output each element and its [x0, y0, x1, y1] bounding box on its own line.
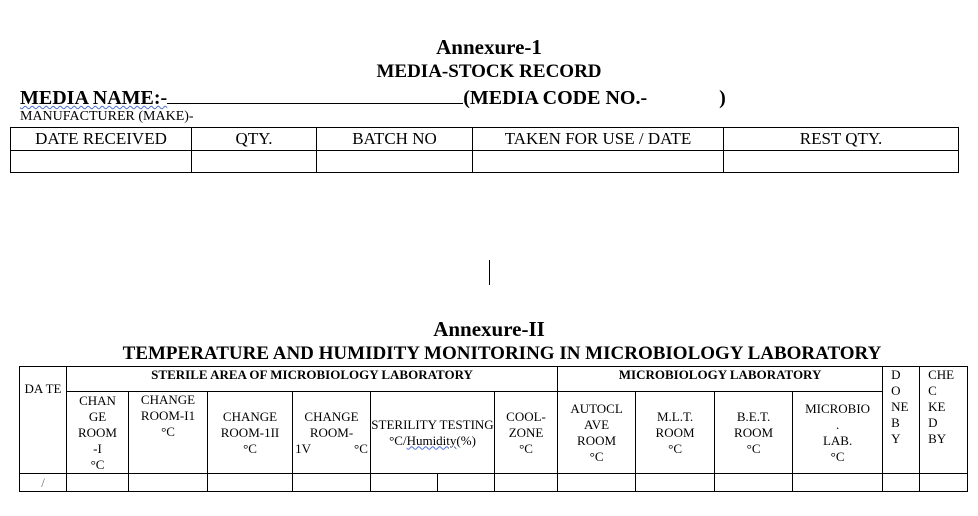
date-cell[interactable]: / [20, 474, 67, 492]
col-cool-zone: COOL- ZONE °C [495, 392, 558, 474]
annexure1-subtitle: MEDIA-STOCK RECORD [376, 61, 602, 82]
cell[interactable] [371, 474, 438, 492]
media-stock-table [10, 127, 959, 173]
sterility-label: STERILITY TESTING [371, 416, 494, 432]
manufacturer-label: MANUFACTURER (MAKE)- [20, 109, 194, 124]
cell[interactable] [192, 151, 317, 173]
cell[interactable] [558, 474, 636, 492]
group-sterile-area: STERILE AREA OF MICROBIOLOGY LABORATORY [67, 367, 558, 392]
table-row [11, 151, 959, 173]
cell[interactable] [11, 151, 192, 173]
col-batch-no: BATCH NO [317, 128, 473, 151]
sterility-unit-prefix: °C/ [389, 432, 407, 448]
media-name-label: MEDIA NAME:- [20, 87, 168, 109]
media-code-close: ) [719, 87, 726, 109]
col-autoclave-room: AUTOCL AVE ROOM °C [558, 392, 636, 474]
media-name-line [20, 85, 726, 110]
cell[interactable] [317, 151, 473, 173]
cell[interactable] [208, 474, 293, 492]
temperature-humidity-table [19, 366, 968, 492]
col-checked-by: CHE C KE D BY [920, 367, 968, 474]
col-done-by: D O NE B Y [883, 367, 920, 474]
cell[interactable] [293, 474, 371, 492]
sterility-unit-word: Humidity [406, 432, 457, 448]
col-change-room-4: CHANGE ROOM- 1V °C [293, 392, 371, 474]
cell[interactable] [129, 474, 208, 492]
sterility-unit-suffix: (%) [456, 432, 476, 448]
col-qty: QTY. [192, 128, 317, 151]
media-name-field[interactable] [167, 85, 463, 104]
col-date: DA TE [20, 367, 67, 474]
col-change-room-2: CHANGE ROOM-I1 °C [129, 392, 208, 474]
cell[interactable] [495, 474, 558, 492]
cell[interactable] [438, 474, 495, 492]
col-sterility-testing [371, 392, 495, 474]
cell[interactable] [715, 474, 793, 492]
col-taken-for-use: TAKEN FOR USE / DATE [473, 128, 724, 151]
cell[interactable] [793, 474, 883, 492]
table-row [20, 474, 968, 492]
text-cursor [489, 260, 490, 285]
media-code-label: (MEDIA CODE NO.- [463, 87, 648, 109]
col-microbio-lab: MICROBIO . LAB. °C [793, 392, 883, 474]
col-change-room-3: CHANGE ROOM-1II °C [208, 392, 293, 474]
col-mlt-room: M.L.T. ROOM °C [636, 392, 715, 474]
cell[interactable] [473, 151, 724, 173]
annexure2-title: Annexure-II [433, 317, 545, 341]
annexure2-subtitle: TEMPERATURE AND HUMIDITY MONITORING IN MICROBIOLOGY LABORATORY [122, 343, 882, 364]
col-change-room-1: CHAN GE ROOM -I °C [67, 392, 129, 474]
annexure1-title: Annexure-1 [436, 35, 542, 59]
cell[interactable] [636, 474, 715, 492]
col-rest-qty: REST QTY. [724, 128, 959, 151]
cell[interactable] [883, 474, 920, 492]
col-date-received: DATE RECEIVED [11, 128, 192, 151]
group-microbiology-lab: MICROBIOLOGY LABORATORY [558, 367, 883, 392]
cell[interactable] [724, 151, 959, 173]
cell[interactable] [920, 474, 968, 492]
col-bet-room: B.E.T. ROOM °C [715, 392, 793, 474]
cell[interactable] [67, 474, 129, 492]
table-header-row [11, 128, 959, 151]
